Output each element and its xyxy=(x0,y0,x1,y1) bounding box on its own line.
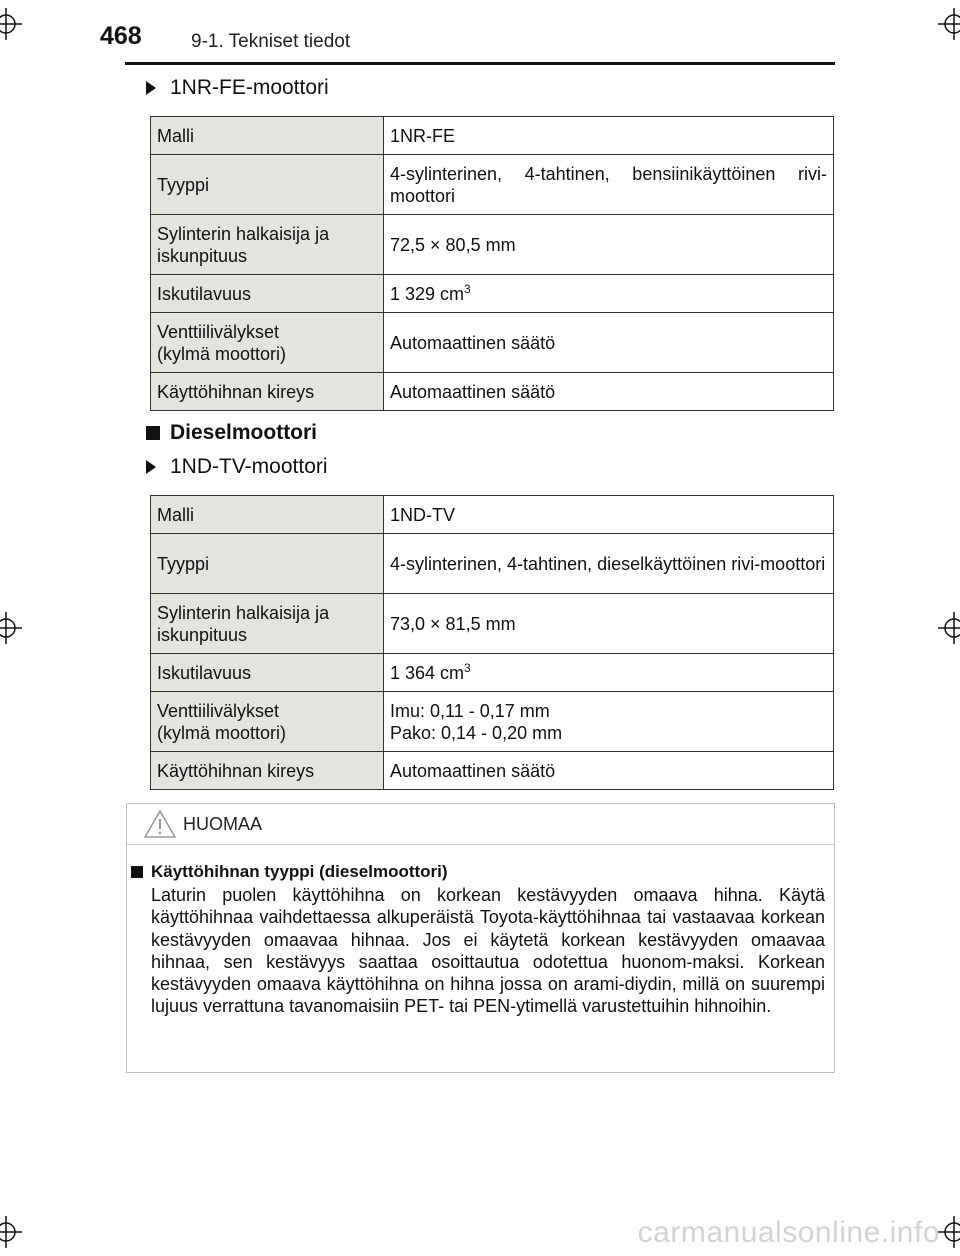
spec-label-line: Venttiilivälykset xyxy=(157,700,280,721)
spec-label: Iskutilavuus xyxy=(151,275,384,313)
spec-label: Käyttöhihnan kireys xyxy=(151,373,384,411)
spec-label: Sylinterin halkaisija ja iskunpituus xyxy=(151,594,384,654)
notice-header xyxy=(127,804,834,845)
notice-subheading-text: Käyttöhihnan tyyppi (dieselmoottori) xyxy=(151,862,448,881)
spec-value xyxy=(384,654,834,692)
table-row xyxy=(151,373,834,411)
crop-mark-icon xyxy=(938,612,960,644)
table-row xyxy=(151,215,834,275)
notice-subheading xyxy=(131,862,448,882)
spec-label: Tyyppi xyxy=(151,534,384,594)
spec-value-text: 1 364 cm xyxy=(390,662,465,683)
spec-label-line: (kylmä moottori) xyxy=(157,343,287,364)
table-row xyxy=(151,692,834,752)
warning-triangle-icon xyxy=(143,809,177,839)
notice-body: Laturin puolen käyttöhihna on korkean kestävyyden omaava hihna. Käytä käyttöhihnaa vaihdettaessa alkuperäistä Toyota-käyttöhihnaa tai vastaavaa korkean kestävyyden omaavaa hihnaa. Jos ei käytetä korkean kestävyyden omaavaa hihnaa, sen kestävyys saattaa osoittautua odotettua huonom-maksi. Korkean kestävyyden omaava käyttöhihna on hihna jossa on arami-diydin, millä on suurempi lujuus verrattuna tavanomaisiin PET- tai PEN-ytimellä varustettuihin hihnoihin. xyxy=(151,885,825,1017)
spec-label: Malli xyxy=(151,496,384,534)
spec-value: 1ND-TV xyxy=(384,496,834,534)
spec-label: Sylinterin halkaisija ja iskunpituus xyxy=(151,215,384,275)
spec-value-text: 1 329 cm xyxy=(390,283,465,304)
spec-value xyxy=(384,275,834,313)
crop-mark-icon xyxy=(0,1216,22,1248)
spec-value: 4-sylinterinen, 4-tahtinen, bensiinikäyttöinen rivi-moottori xyxy=(384,155,834,215)
spec-label: Iskutilavuus xyxy=(151,654,384,692)
spec-label: Malli xyxy=(151,117,384,155)
subheading-1nr-fe xyxy=(146,76,329,100)
spec-label: Tyyppi xyxy=(151,155,384,215)
table-row xyxy=(151,155,834,215)
spec-value xyxy=(384,692,834,752)
heading-text: Dieselmoottori xyxy=(170,421,318,444)
spec-value: Automaattinen säätö xyxy=(384,313,834,373)
section-title: 9-1. Tekniset tiedot xyxy=(191,31,351,52)
page-number: 468 xyxy=(100,22,142,50)
spec-value-line: Imu: 0,11 - 0,17 mm xyxy=(390,700,550,721)
superscript: 3 xyxy=(464,281,471,296)
table-row xyxy=(151,275,834,313)
crop-mark-icon xyxy=(938,1216,960,1248)
subheading-1nd-tv xyxy=(146,455,328,479)
crop-mark-icon xyxy=(0,8,22,40)
subheading-text: 1NR-FE-moottori xyxy=(170,76,329,99)
table-row xyxy=(151,534,834,594)
square-bullet-icon xyxy=(131,866,143,878)
triangle-bullet-icon xyxy=(146,81,156,95)
spec-value: 4-sylinterinen, 4-tahtinen, dieselkäyttöinen rivi-moottori xyxy=(384,534,834,594)
spec-value: Automaattinen säätö xyxy=(384,373,834,411)
spec-value: 1NR-FE xyxy=(384,117,834,155)
table-row xyxy=(151,496,834,534)
spec-label xyxy=(151,313,384,373)
table-row xyxy=(151,752,834,790)
table-row xyxy=(151,117,834,155)
spec-table-1nr-fe xyxy=(150,116,834,411)
spec-label xyxy=(151,692,384,752)
table-row xyxy=(151,594,834,654)
spec-value-line: Pako: 0,14 - 0,20 mm xyxy=(390,722,563,743)
spec-label-line: (kylmä moottori) xyxy=(157,722,287,743)
heading-diesel xyxy=(146,421,317,445)
superscript: 3 xyxy=(464,660,471,675)
notice-box xyxy=(126,803,835,1073)
header-divider xyxy=(125,62,835,65)
spec-value: 73,0 × 81,5 mm xyxy=(384,594,834,654)
crop-mark-icon xyxy=(938,8,960,40)
table-row xyxy=(151,313,834,373)
subheading-text: 1ND-TV-moottori xyxy=(170,455,328,478)
watermark: carmanualsonline.info xyxy=(637,1216,940,1249)
spec-value: 72,5 × 80,5 mm xyxy=(384,215,834,275)
notice-title: HUOMAA xyxy=(183,813,263,834)
square-bullet-icon xyxy=(146,426,160,440)
crop-mark-icon xyxy=(0,612,22,644)
spec-table-1nd-tv xyxy=(150,495,834,790)
table-row xyxy=(151,654,834,692)
spec-value: Automaattinen säätö xyxy=(384,752,834,790)
triangle-bullet-icon xyxy=(146,460,156,474)
spec-label: Käyttöhihnan kireys xyxy=(151,752,384,790)
spec-label-line: Venttiilivälykset xyxy=(157,321,280,342)
